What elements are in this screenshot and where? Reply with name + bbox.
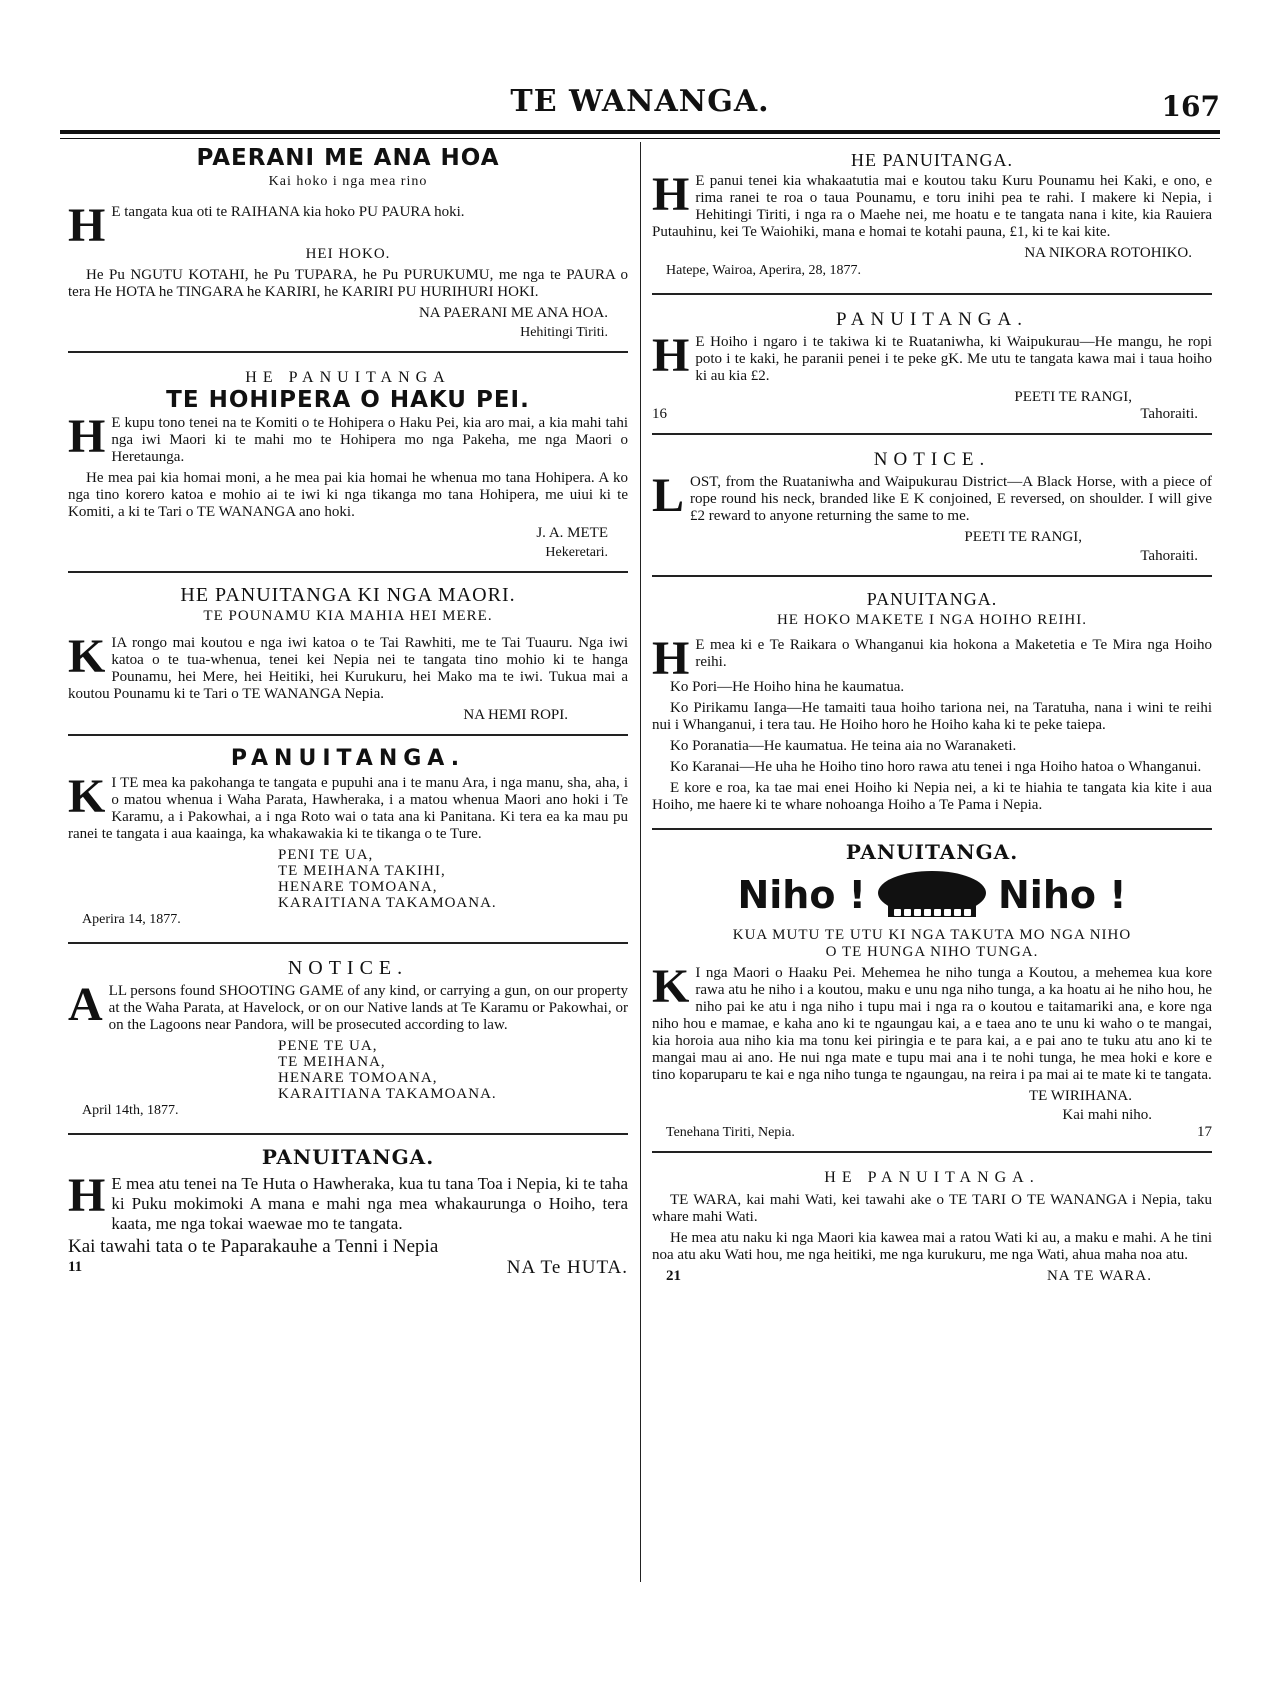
ad-body: He mea pai kia homai moni, a he mea pai kia homai he whenua mo tana Hohipera. A ko nga tino korero katoa e mohio ai te iwi ki nga tikanga mo tana Hohipera, me uiui ki te Komiti, a ki te Tari o TE WANANGA ano hoki.: [68, 470, 628, 520]
niho-text-right: Niho !: [998, 872, 1127, 917]
ad-body: Ko Pirikamu Ianga—He tamaiti taua hoiho tariona nei, na Taratuha, nana i wini te reihi nui i Whanganui, i tera tau. He Hoiho horo he Hoiho kaha ki te peke taiepa.: [652, 700, 1212, 733]
ad-pounamu-lost: [652, 142, 1212, 289]
ad-place: Tenehana Tiriti, Nepia.: [666, 1125, 795, 1140]
ad-signature: NA Te HUTA.: [506, 1257, 628, 1278]
ad-title: PANUITANGA.: [866, 589, 998, 609]
ad-title: HE PANUITANGA.: [824, 1169, 1040, 1186]
ad-signature: PEETI TE RANGI,: [964, 529, 1082, 545]
ad-body: Ko Poranatia—He kaumatua. He teina aia no Waranaketi.: [670, 738, 1017, 754]
section-rule: [68, 1133, 628, 1135]
right-column: [652, 142, 1212, 1291]
ad-date: Aperira 14, 1877.: [82, 912, 181, 927]
ad-signature-title: Hekeretari.: [545, 545, 608, 560]
column-divider: [640, 142, 641, 1582]
drop-cap: L: [652, 469, 685, 522]
ad-signature: NA NIKORA ROTOHIKO.: [1024, 245, 1192, 261]
header-rule: [60, 130, 1220, 134]
ad-title: HE PANUITANGA KI NGA MAORI.: [180, 584, 516, 606]
ad-title: PANUITANGA.: [845, 840, 1019, 864]
ad-date: April 14th, 1877.: [82, 1103, 179, 1118]
ad-body: E panui tenei kia whakaatutia mai e koutou taku Kuru Pounamu hei Kaki, e ono, e rima ranei te roa o taua Pounamu, e toru inihi pea te rahi. I makere ki Nepia, i Hehitingi Tiriti, i nga ra o Maehe nei, me hoatu e te tangata nana i kite, kia Rauiera Putauhinu, kei Te Waiohiki, mana e homai te kotahi pauna, £1, ki te kai kite.: [652, 173, 1212, 240]
drop-cap: H: [68, 410, 106, 463]
niho-banner: [652, 867, 1212, 923]
ad-body: Ko Pori—He Hoiho hina he kaumatua.: [670, 679, 905, 695]
section-rule: [652, 1151, 1212, 1153]
header-rule-thin: [60, 138, 1220, 139]
ad-body: E Hoiho i ngaro i te takiwa ki te Ruataniwha, ki Waipukurau—He mangu, he ropi poto i te kaki, he paranii penei i te peke gK. Me utu te tangata kawa mai i taua hoiho ki au kia £2.: [695, 334, 1212, 384]
ad-body: E tangata kua oti te RAIHANA kia hoko PU PAURA hoki.: [111, 204, 465, 220]
ad-hoiho-lost: [652, 299, 1212, 429]
ad-pounamu: [68, 577, 628, 730]
ad-subtitle: Kai hoko i nga mea rino: [268, 174, 428, 189]
section-rule: [652, 293, 1212, 295]
drop-cap: H: [652, 632, 690, 685]
ad-title: HE PANUITANGA.: [851, 150, 1013, 170]
masthead-title: TE WANANGA.: [510, 84, 770, 119]
ad-footer: [652, 389, 1212, 423]
ad-body: E kupu tono tenei na te Komiti o te Hohipera o Haku Pei, kia aro mai, a kia mahi tahi nga iwi Maori ki te mahi mo te Hohipera mo nga Pakeha, me nga Maori o Heretaunga.: [111, 415, 628, 465]
ad-number: 17: [1197, 1124, 1212, 1140]
ad-place: Hatepe, Wairoa, Aperira, 28, 1877.: [666, 263, 861, 278]
ad-title: PANUITANGA.: [261, 1145, 435, 1169]
ad-signature-place: Tahoraiti.: [1140, 406, 1198, 422]
ad-signature: J. A. METE: [536, 525, 608, 541]
signers: [278, 847, 628, 911]
ad-signature: TE WIRIHANA.: [1028, 1088, 1132, 1104]
ad-subtitle: O TE HUNGA NIHO TUNGA.: [825, 944, 1039, 960]
ad-hoiho-reihi: [652, 581, 1212, 824]
ad-niho: [652, 834, 1212, 1147]
ad-signature: NA HEMI ROPI.: [463, 707, 568, 723]
ad-subtitle: HE HOKO MAKETE I NGA HOIHO REIHI.: [776, 612, 1088, 628]
ad-body: He Pu NGUTU KOTAHI, he Pu TUPARA, he Pu PURUKUMU, me nga te PAURA o tera He HOTA he TINGARA he KARIRI, he KARIRI PU HURIHURI HOKI.: [68, 267, 628, 300]
page-number: 167: [1161, 90, 1220, 123]
ad-subtitle: KUA MUTU TE UTU KI NGA TAKUTA MO NGA NIHO: [732, 927, 1132, 943]
ad-body: Ko Karanai—He uha he Hoiho tino horo rawa atu tenei i nga Hoiho hatoa o Whanganui.: [670, 759, 1202, 775]
signer: HENARE TOMOANA,: [278, 879, 438, 895]
drop-cap: K: [68, 770, 106, 823]
drop-cap: K: [652, 960, 690, 1013]
ad-signature: PEETI TE RANGI,: [1014, 389, 1132, 405]
ad-panuitanga-game: [68, 740, 628, 938]
ad-signature: NA TE WARA.: [1046, 1268, 1152, 1284]
drop-cap: H: [652, 168, 690, 221]
drop-cap: H: [652, 329, 690, 382]
ad-body: LL persons found SHOOTING GAME of any kind, or carrying a gun, on our property at the Waha Parata, at Havelock, or on our Native lands at Te Karamu or Pakowhai, or on the Lagoons near Pandora, will be prosecuted according to law.: [108, 983, 628, 1033]
ad-footer: [68, 1259, 628, 1276]
dentures-icon: [876, 867, 988, 923]
ad-signature-place: Tahoraiti.: [1140, 548, 1198, 564]
signer: TE MEIHANA,: [278, 1054, 386, 1070]
ad-title: NOTICE.: [287, 957, 409, 979]
signers: [278, 1038, 628, 1102]
ad-paerani: [68, 142, 628, 347]
ad-body: E mea atu tenei na Te Huta o Hawheraka, kua tu tana Toa i Nepia, ki te taha ki Puku mokimoki A mana e mahi nga mea whakaurunga o Hoiho, tera kaata, me nga tokai waewae mo te tangata.: [111, 1174, 628, 1233]
ad-signature: NA PAERANI ME ANA HOA.: [418, 305, 608, 321]
ad-body: TE WARA, kai mahi Wati, kei tawahi ake o TE TARI O TE WANANGA i Nepia, taku whare mahi Wati.: [652, 1192, 1212, 1225]
signer: TE MEIHANA TAKIHI,: [278, 863, 446, 879]
ad-body: Kai tawahi tata o te Paparakauhe a Tenni i Nepia: [68, 1236, 439, 1257]
ad-notice-horse: [652, 439, 1212, 571]
drop-cap: H: [68, 1169, 106, 1222]
signer: PENE TE UA,: [278, 1038, 378, 1054]
niho-text-left: Niho !: [737, 872, 866, 917]
ad-body: I nga Maori o Haaku Pei. Mehemea he niho tunga a Koutou, a mehemea kua kore rawa atu he niho i a koutou, maku e unu nga niho tunga, a ka hoatu ai he niho hou, he niho pai ke atu i nga niho i tupu mai i nga ra o koutou e taitamariki ana, e kore nga niho hou e mamae, e kaha ano ki te ngaungau kai, a e taea ano te unu ki waho o te mangai, kia horoia aua niho kia ma tonu kei piringia e te para kai, a e pai ano te tuku atu ano ki te mangai mau ai ano. He nui nga mate e tupu mai ana i te nohi tunga, he mea hoki e kore e tino koparuparu te kai e nga niho tunga te ngaungau, na reira i pa mai ai te mate ki te tangata.: [652, 965, 1212, 1083]
ad-body: IA rongo mai koutou e nga iwi katoa o te Tai Rawhiti, me te Tai Tuauru. Nga iwi katoa o te tua-whenua, tenei kei Nepia nei te tangata tino mohio ki te hanga Pounamu, hei Mere, hei Heitiki, hei Kurukuru, hei Mako ma te iwi. Tukua mai a koutou Pounamu ki te Tari o TE WANANGA Nepia.: [68, 635, 628, 702]
section-rule: [68, 571, 628, 573]
ad-body: He mea atu naku ki nga Maori kia kawea mai a ratou Wati ki au, a maku e mahi. A he tini noa atu aku Wati hou, me nga heitiki, me nga kurukuru, me nga Wati, ahua maha noa atu.: [652, 1230, 1212, 1263]
drop-cap: A: [68, 978, 103, 1031]
ad-number: 11: [68, 1259, 83, 1275]
signer: KARAITIANA TAKAMOANA.: [278, 1086, 497, 1102]
ad-label: HE PANUITANGA: [245, 369, 451, 386]
ad-title: PANUITANGA.: [230, 746, 466, 771]
ad-heading: HEI HOKO.: [305, 246, 391, 262]
ad-wara: [652, 1157, 1212, 1291]
ad-place: Hehitingi Tiriti.: [520, 325, 608, 340]
ad-body: E kore e roa, ka tae mai enei Hoiho ki Nepia nei, a ki te hiahia te tangata kia kite i aua Hoiho, me haere ki te whare nohoanga Hoiho a Te Pama i Nepia.: [652, 780, 1212, 813]
ad-footer: [652, 1268, 1212, 1285]
drop-cap: K: [68, 630, 106, 683]
ad-body: E mea ki e Te Raikara o Whanganui kia hokona a Maketetia e Te Mira nga Hoiho reihi.: [695, 637, 1212, 670]
ad-number: 16: [652, 406, 667, 422]
ad-hohipera: [68, 357, 628, 567]
section-rule: [652, 828, 1212, 830]
signer: KARAITIANA TAKAMOANA.: [278, 895, 497, 911]
section-rule: [68, 734, 628, 736]
ad-title: PAERANI ME ANA HOA: [196, 145, 500, 171]
ad-signature-block: [1014, 389, 1212, 423]
ad-body: I TE mea ka pakohanga te tangata e pupuhi ana i te manu Ara, i nga manu, sha, aha, i o matou whenua i Waha Parata, Hawheraka, i a matou whenua Maori ano hoki i Te Karamu, a i Pakowhai, a i nga Roto wai o tata ana ki Panitana. Ki tera ea ka mau pu ranei te tangata i aua kaainga, ka whakawakia ki te tikanga o te Ture.: [68, 775, 628, 842]
ad-subtitle: TE POUNAMU KIA MAHIA HEI MERE.: [203, 608, 493, 624]
drop-cap: H: [68, 199, 106, 252]
signer: HENARE TOMOANA,: [278, 1070, 438, 1086]
signer: PENI TE UA,: [278, 847, 374, 863]
ad-notice-game: [68, 948, 628, 1129]
ad-huta: [68, 1139, 628, 1282]
ad-footer: [652, 1124, 1212, 1141]
left-column: [68, 142, 628, 1282]
ad-number: 21: [666, 1268, 681, 1284]
ad-title: NOTICE.: [873, 449, 991, 470]
ad-title: PANUITANGA.: [835, 309, 1029, 330]
ad-title: TE HOHIPERA O HAKU PEI.: [166, 387, 530, 413]
ad-signature-title: Kai mahi niho.: [1062, 1107, 1152, 1123]
ad-body: OST, from the Ruataniwha and Waipukurau District—A Black Horse, with a piece of rope round his neck, branded like E K conjoined, E reversed, on shoulder. I will give £2 reward to anyone returning the same to me.: [690, 474, 1212, 524]
section-rule: [652, 575, 1212, 577]
section-rule: [68, 351, 628, 353]
section-rule: [652, 433, 1212, 435]
page-header: [60, 84, 1220, 136]
section-rule: [68, 942, 628, 944]
